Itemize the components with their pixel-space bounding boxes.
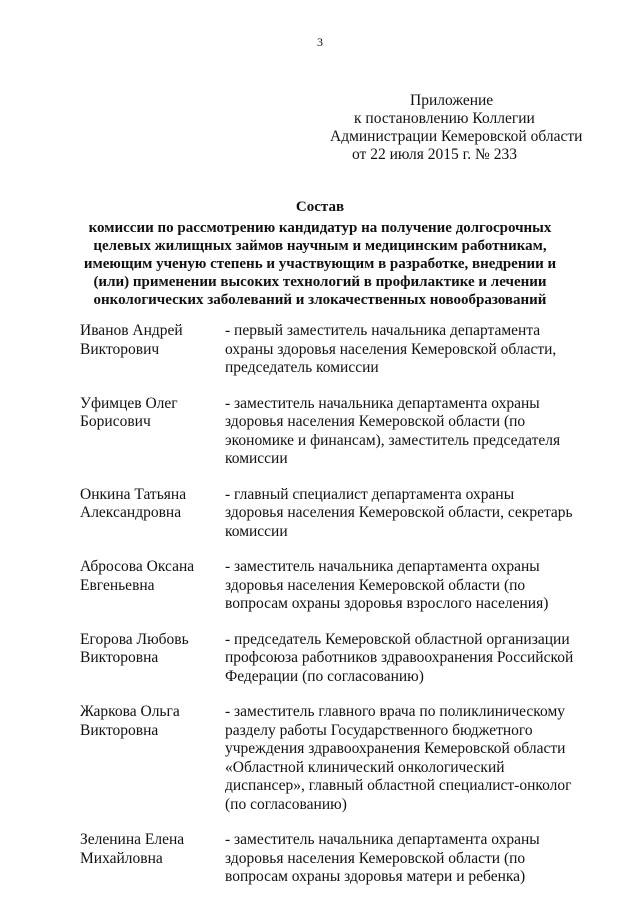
member-name-line: Викторовна [80, 721, 159, 739]
member-role-line: - заместитель начальника департамента охраны [225, 558, 540, 575]
member-role-line: комиссии [225, 450, 288, 467]
member-role-line: комиссии [225, 522, 288, 540]
member-role-line: учреждения здравоохранения Кемеровской области [225, 740, 566, 757]
member-name-line: Уфимцев Олег [80, 394, 178, 412]
member-role-line: - председатель Кемеровской областной организации [225, 630, 570, 648]
member-name-line: Жаркова Ольга [80, 703, 180, 720]
member-role-line: - первый заместитель начальника департамента [225, 322, 541, 339]
member-entry [80, 703, 600, 814]
document-title [40, 198, 600, 309]
title-line: онкологических заболеваний и злокачественных новообразований [93, 292, 547, 308]
member-entry [80, 631, 600, 687]
member-entry [80, 558, 600, 614]
member-entry [80, 831, 600, 887]
member-role-line: председатель комиссии [225, 359, 379, 376]
appendix-line: Администрации Кемеровской области [330, 128, 583, 145]
member-role-line: - главный специалист департамента охраны [225, 485, 515, 503]
member-role-line: экономике и финансам), заместитель председателя [225, 431, 561, 449]
member-role-line: здоровья населения Кемеровской области (по [225, 413, 526, 430]
appendix-header [300, 92, 620, 164]
member-name [80, 322, 225, 378]
member-role-line: вопросам охраны здоровья взрослого населения) [225, 595, 549, 612]
member-name-line: Викторович [80, 340, 160, 358]
member-name [80, 631, 225, 687]
member-role-line: - заместитель главного врача по поликлиническому [225, 703, 566, 720]
commission-members-list [80, 322, 600, 904]
page-number: 3 [317, 35, 323, 49]
member-role-line: здоровья населения Кемеровской области (по [225, 576, 526, 594]
member-entry [80, 395, 600, 469]
member-name-line: Михайловна [80, 849, 163, 867]
member-name-line: Викторовна [80, 649, 159, 666]
member-role [225, 558, 600, 614]
member-name-line: Егорова Любовь [80, 630, 189, 648]
member-role-line: «Областной клинический онкологический [225, 758, 505, 776]
member-role-line: профсоюза работников здравоохранения Российской [225, 649, 574, 666]
member-name-line: Евгеньевна [80, 576, 155, 594]
title-line: (или) применении высоких технологий в профилактике и лечении [93, 274, 547, 290]
member-role-line: вопросам охраны здоровья матери и ребенка) [225, 868, 526, 885]
member-role-line: охраны здоровья населения Кемеровской области, [225, 340, 557, 358]
member-role [225, 395, 600, 469]
member-role-line: (по согласованию) [225, 795, 347, 813]
member-name-line: Зеленина Елена [80, 831, 185, 848]
appendix-line: от 22 июля 2015 г. № 233 [352, 146, 517, 163]
member-role-line: здоровья населения Кемеровской области (по [225, 849, 526, 867]
member-role [225, 322, 600, 378]
member-name [80, 395, 225, 469]
member-role-line: диспансер», главный областной специалист-онколог [225, 777, 572, 794]
member-role-line: здоровья населения Кемеровской области, секретарь [225, 504, 573, 521]
member-role [225, 631, 600, 687]
member-name [80, 486, 225, 542]
member-role [225, 703, 600, 814]
member-name [80, 558, 225, 614]
member-name [80, 703, 225, 814]
title-line: имеющим ученую степень и участвующим в разработке, внедрении и [83, 256, 557, 272]
member-role-line: разделу работы Государственного бюджетного [225, 721, 533, 739]
title-line: комиссии по рассмотрению кандидатур на получение долгосрочных [88, 220, 552, 236]
title-line: целевых жилищных займов научным и медицинским работникам, [93, 238, 547, 254]
member-name-line: Иванов Андрей [80, 322, 183, 339]
member-entry [80, 322, 600, 378]
member-role-line: Федерации (по согласованию) [225, 667, 424, 685]
member-name-line: Абросова Оксана [80, 558, 195, 575]
member-name [80, 831, 225, 887]
appendix-line: Приложение [410, 92, 494, 109]
member-role-line: - заместитель начальника департамента охраны [225, 831, 540, 848]
member-name-line: Онкина Татьяна [80, 485, 187, 503]
member-entry [80, 486, 600, 542]
member-role [225, 831, 600, 887]
member-role-line: - заместитель начальника департамента охраны [225, 394, 540, 412]
member-role [225, 486, 600, 542]
member-name-line: Александровна [80, 504, 182, 521]
member-name-line: Борисович [80, 413, 151, 430]
title-main: Состав [295, 199, 345, 215]
appendix-line: к постановлению Коллегии [354, 110, 535, 127]
